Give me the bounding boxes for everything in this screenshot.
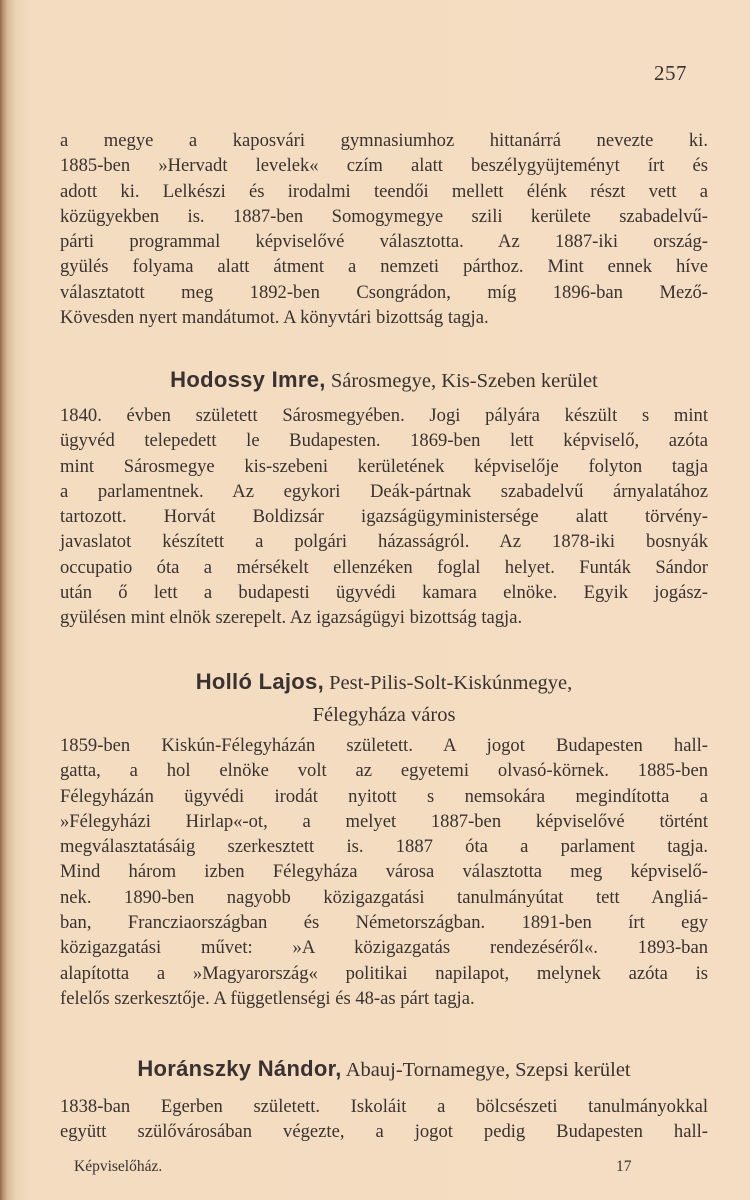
text-line: a parlamentnek. Az egykori Deák-pártnak szabadelvű árnyalatához (60, 480, 708, 502)
entry-district: Sárosmegye, Kis-Szeben kerület (330, 370, 598, 392)
entry-horanszky-nandor (60, 1055, 708, 1084)
text-line: 1859-ben Kiskún-Félegyházán született. A jogot Budapesten hall- (60, 735, 708, 756)
text-line: megválasztatásáig szerkesztett is. 1887 óta a parlament tagja. (60, 836, 708, 858)
entry-hodossy-imre (60, 366, 708, 395)
entry-hollo-lajos-body (60, 733, 708, 1011)
text-line: közigazgatási művet: »A közigazgatás rendezéséről«. 1893-ban (60, 937, 708, 959)
text-line: közügyekben is. 1887-ben Somogymegye szili kerülete szabadelvű- (60, 205, 708, 227)
text-line: »Félegyházi Hirlap«-ot, a melyet 1887-ben képviselővé történt (60, 810, 708, 832)
text-line: mint Sárosmegye kis-szebeni kerületének képviselője folyton tagja (60, 455, 708, 477)
entry-district: Pest-Pilis-Solt-Kiskúnmegye, (329, 672, 573, 694)
text-line: után ő lett a budapesti ügyvédi kamara elnöke. Egyik jogász- (60, 582, 708, 604)
text-line: együtt szülővárosában végezte, a jogot pedig Budapesten hall- (60, 1121, 708, 1143)
text-line: javaslatot készített a polgári házasságról. Az 1878-iki bosnyák (60, 531, 708, 553)
entry-district-line-2: Félegyháza város (312, 704, 456, 726)
text-line: occupatio óta a mérsékelt ellenzéken foglal helyet. Funták Sándor (60, 556, 708, 578)
entry-name: Horánszky Nándor, (137, 1056, 342, 1081)
text-line: Kövesden nyert mandátumot. A könyvtári bizottság tagja. (60, 307, 489, 329)
entry-horanszky-nandor-body (60, 1094, 708, 1145)
text-line: választatott meg 1892-ben Csongrádon, míg 1896-ban Mező- (60, 281, 708, 303)
footer-sheet-number: 17 (616, 1158, 632, 1175)
text-line: felelős szerkesztője. A függetlenségi és 48-as párt tagja. (60, 987, 475, 1009)
text-line: gyülésen mint elnök szerepelt. Az igazságügyi bizottság tagja. (60, 607, 523, 629)
entry-heading (60, 1055, 708, 1084)
text-line: adott ki. Lelkészi és irodalmi teendői mellett élénk részt vett a (60, 180, 708, 202)
text-line: alapította a »Magyarország« politikai napilapot, melynek azóta is (60, 962, 708, 984)
footer-signature: Képviselőház. (74, 1158, 163, 1175)
text-line: Félegyházán ügyvédi irodát nyitott s nemsokára megindította a (60, 785, 708, 807)
entry-district: Abauj-Tornamegye, Szepsi kerület (345, 1059, 631, 1081)
entry-hodossy-imre-body (60, 403, 708, 631)
entry-hollo-lajos (60, 668, 708, 729)
text-line: 1885-ben »Hervadt levelek« czím alatt beszélygyüjteményt írt és (60, 155, 708, 177)
text-line: ban, Francziaországban és Németországban. 1891-ben írt egy (60, 912, 708, 934)
text-line: Mind három izben Félegyháza városa választotta meg képviselő- (60, 861, 708, 883)
entry-heading (60, 668, 708, 697)
page-number: 257 (654, 61, 687, 85)
text-line: gatta, a hol elnöke volt az egyetemi olvasó-körnek. 1885-ben (60, 760, 708, 782)
text-line: gyülés folyama alatt átment a nemzeti párthoz. Mint ennek híve (60, 256, 708, 278)
text-line: ügyvéd telepedett le Budapesten. 1869-ben lett képviselő, azóta (60, 430, 708, 452)
text-line: 1838-ban Egerben született. Iskoláit a bölcsészeti tanulmányokkal (60, 1096, 708, 1117)
entry-name: Hodossy Imre, (170, 367, 326, 392)
text-line: nek. 1890-ben nagyobb közigazgatási tanulmányútat tett Angliá- (60, 886, 708, 908)
text-line: tartozott. Horvát Boldizsár igazságügyministersége alatt törvény- (60, 506, 708, 528)
entry-name: Holló Lajos, (195, 669, 324, 694)
entry-heading (60, 366, 708, 395)
text-line: párti programmal képviselővé választotta. Az 1887-iki ország- (60, 231, 708, 253)
intro-paragraph (60, 128, 708, 330)
text-line: a megye a kaposvári gymnasiumhoz hittanárrá nevezte ki. (60, 130, 708, 151)
text-line: 1840. évben született Sárosmegyében. Jogi pályára készült s mint (60, 405, 708, 426)
